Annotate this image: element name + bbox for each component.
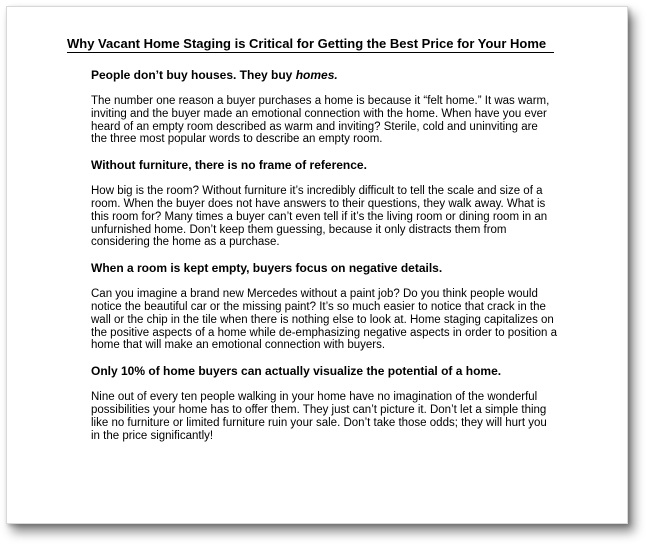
paragraph-line: Nine out of every ten people walking in your home have no imagination of the wonderful	[91, 391, 538, 404]
paragraph-line: possibilities your home has to offer them. They just can’t picture it. Don’t let a simple thing	[91, 403, 547, 416]
document-title: Why Vacant Home Staging is Critical for Getting the Best Price for Your Home	[67, 35, 554, 53]
section-heading: Without furniture, there is no frame of reference.	[91, 158, 367, 173]
paragraph-line: room. When the buyer does not have answers to their questions, they walk away. What is	[91, 197, 546, 210]
paragraph-line: considering the home as a purchase.	[91, 236, 280, 249]
section-heading: When a room is kept empty, buyers focus on negative details.	[91, 261, 443, 276]
paragraph-line: heard of an empty room described as warm and inviting? Sterile, cold and uninviting are	[91, 120, 538, 133]
section-heading: Only 10% of home buyers can actually visualize the potential of a home.	[91, 364, 502, 379]
paragraph-line: in the price significantly!	[91, 429, 214, 442]
section-paragraph	[91, 391, 561, 442]
section-paragraph	[91, 185, 561, 249]
paragraph-line: the positive aspects of a home while de-emphasizing negative aspects in order to position a	[91, 326, 558, 339]
paragraph-line: inviting and the buyer made an emotional connection with the home. When have you ever	[91, 107, 547, 120]
section-paragraph	[91, 288, 561, 352]
paragraph-line: the three most popular words to describe an empty room.	[91, 133, 383, 146]
section-heading	[91, 68, 561, 82]
document-page	[6, 6, 628, 524]
document-body	[91, 68, 561, 454]
paragraph-line: this room for? Many times a buyer can’t even tell if it’s the living room or dining room in an	[91, 210, 548, 223]
paragraph-line: like no furniture or limited furniture ruin your sale. Don’t take those odds; they will hurt you	[91, 416, 547, 429]
paragraph-line: notice the beautiful car or the missing paint? It’s so much easier to notice that crack in the	[91, 300, 546, 313]
paragraph-line: Can you imagine a brand new Mercedes without a paint job? Do you think people would	[91, 288, 538, 301]
paragraph-line: The number one reason a buyer purchases a home is because it “felt home.” It was warm,	[91, 95, 550, 107]
section-heading-emphasis: homes.	[295, 68, 338, 82]
section-paragraph	[91, 95, 561, 146]
paragraph-line: How big is the room? Without furniture it’s incredibly difficult to tell the scale and size of a	[91, 185, 543, 198]
paragraph-line: unfurnished home. Don’t keep them guessing, because it only distracts them from	[91, 223, 507, 236]
section-heading-text: People don’t buy houses. They buy	[91, 68, 296, 82]
paragraph-line: home that will make an emotional connection with buyers.	[91, 339, 386, 352]
paragraph-line: wall or the chip in the tile when there is nothing else to look at. Home staging capitalizes on	[91, 313, 554, 326]
